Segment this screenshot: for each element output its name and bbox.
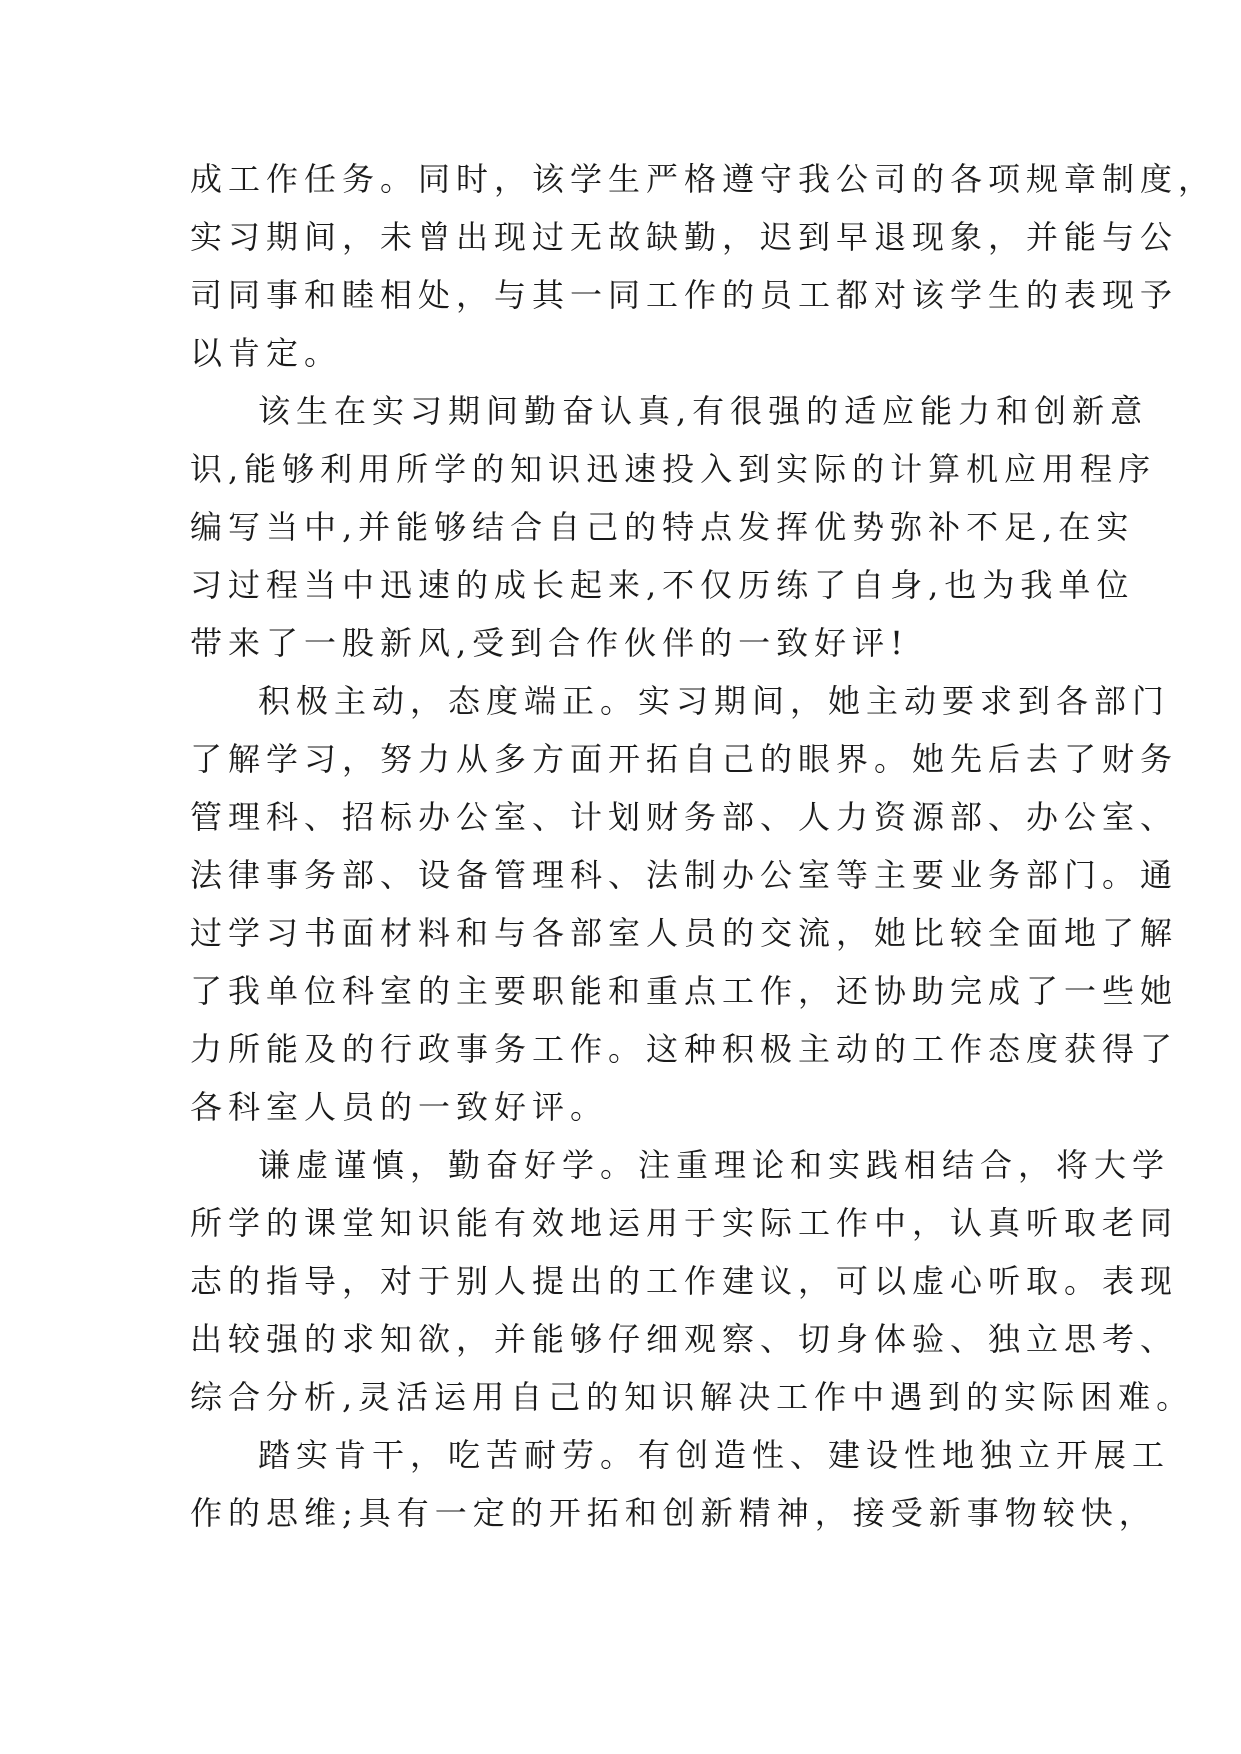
text-line: 成工作任务。同时，该学生严格遵守我公司的各项规章制度， [190,160,1217,198]
text-line: 实习期间，未曾出现过无故缺勤，迟到早退现象，并能与公 [190,218,1179,256]
text-line: 了解学习，努力从多方面开拓自己的眼界。她先后去了财务 [190,740,1179,778]
text-line: 作的思维;具有一定的开拓和创新精神，接受新事物较快， [190,1494,1157,1532]
text-line: 识,能够利用所学的知识迅速投入到实际的计算机应用程序 [190,450,1157,488]
paragraph-first-line: 该生在实习期间勤奋认真,有很强的适应能力和创新意 [258,392,1149,430]
body-text [190,150,1217,1542]
text-line: 以肯定。 [190,334,343,372]
paragraph-first-line: 踏实肯干，吃苦耐劳。有创造性、建设性地独立开展工 [258,1436,1171,1474]
text-line: 法律事务部、设备管理科、法制办公室等主要业务部门。通 [190,856,1179,894]
text-line: 带来了一股新风,受到合作伙伴的一致好评! [190,624,910,662]
text-line: 综合分析,灵活运用自己的知识解决工作中遇到的实际困难。 [190,1378,1195,1416]
text-line: 管理科、招标办公室、计划财务部、人力资源部、办公室、 [190,798,1179,836]
text-line: 习过程当中迅速的成长起来,不仅历练了自身,也为我单位 [190,566,1135,604]
text-line: 过学习书面材料和与各部室人员的交流，她比较全面地了解 [190,914,1179,952]
text-line: 志的指导，对于别人提出的工作建议，可以虚心听取。表现 [190,1262,1179,1300]
text-line: 编写当中,并能够结合自己的特点发挥优势弥补不足,在实 [190,508,1135,546]
text-line: 司同事和睦相处，与其一同工作的员工都对该学生的表现予 [190,276,1179,314]
text-line: 各科室人员的一致好评。 [190,1088,609,1126]
paragraph-first-line: 谦虚谨慎，勤奋好学。注重理论和实践相结合，将大学 [258,1146,1171,1184]
text-line: 所学的课堂知识能有效地运用于实际工作中，认真听取老同 [190,1204,1179,1242]
text-line: 力所能及的行政事务工作。这种积极主动的工作态度获得了 [190,1030,1179,1068]
text-line: 出较强的求知欲，并能够仔细观察、切身体验、独立思考、 [190,1320,1179,1358]
paragraph-first-line: 积极主动，态度端正。实习期间，她主动要求到各部门 [258,682,1171,720]
text-line: 了我单位科室的主要职能和重点工作，还协助完成了一些她 [190,972,1179,1010]
